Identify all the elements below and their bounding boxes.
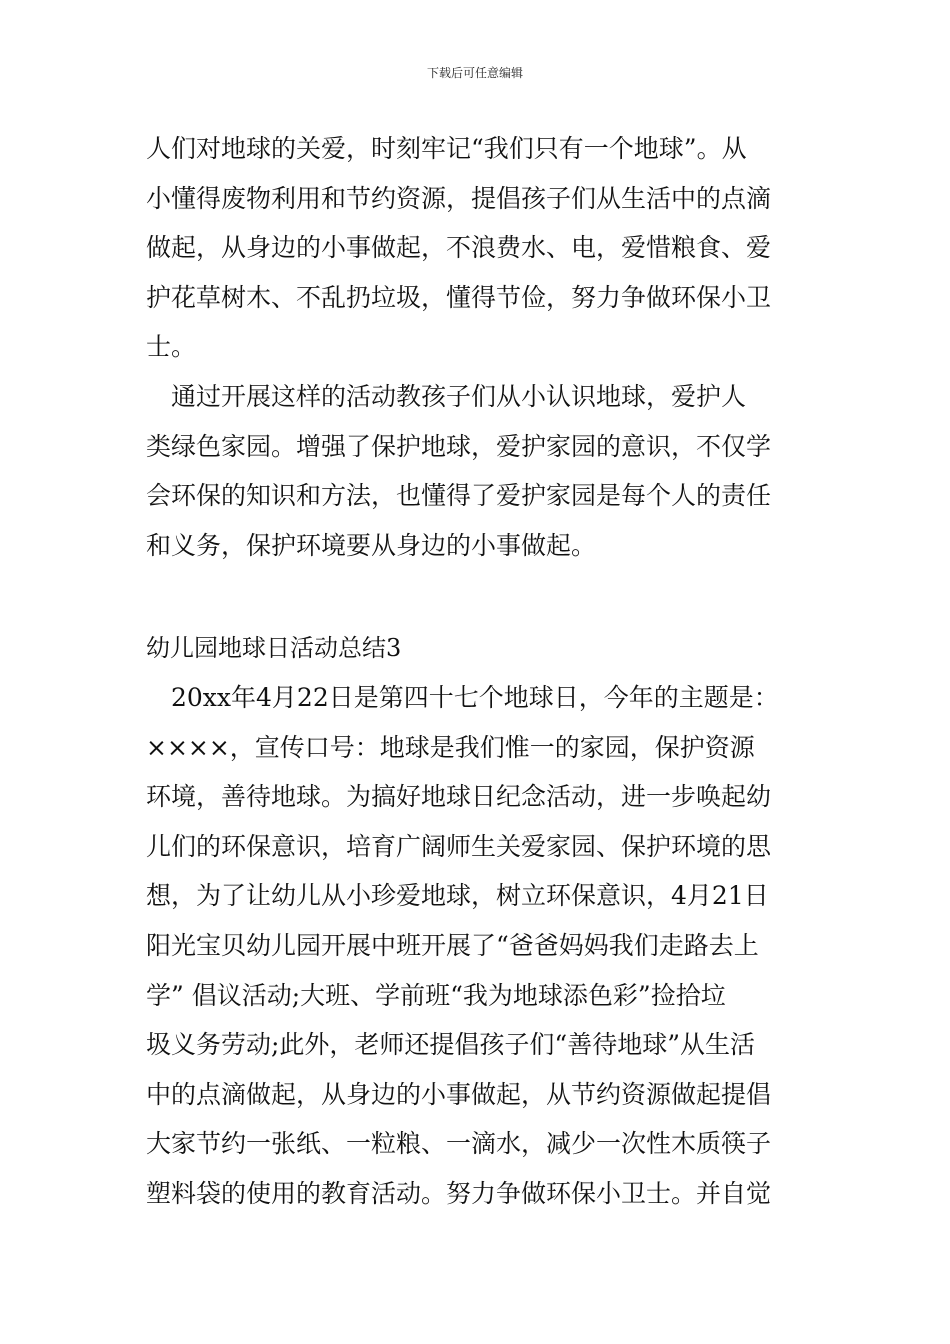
paragraph-line: 儿们的环保意识，培育广阔师生关爱家园、保护环境的思 — [146, 831, 772, 861]
paragraph-line: 护花草树木、不乱扔垃圾，懂得节俭，努力争做环保小卫 — [146, 282, 772, 312]
page-header-note: 下载后可任意编辑 — [426, 66, 523, 80]
section-paragraph — [146, 673, 826, 1219]
paragraph-line: 小懂得废物利用和节约资源，提倡孩子们从生活中的点滴 — [146, 183, 772, 213]
paragraph-line: 会环保的知识和方法，也懂得了爱护家园是每个人的责任 — [146, 481, 772, 511]
paragraph-line: 想，为了让幼儿从小珍爱地球，树立环保意识，4月21日 — [146, 881, 769, 911]
paragraph-line: 大家节约一张纸、一粒粮、一滴水，减少一次性木质筷子 — [146, 1129, 772, 1159]
paragraph-line: 通过开展这样的活动教孩子们从小认识地球，爱护人 — [146, 382, 747, 411]
paragraph-line: 20xx年4月22日是第四十七个地球日，今年的主题是： — [146, 683, 779, 712]
paragraph-1 — [146, 124, 826, 372]
paragraph-line: 人们对地球的关爱，时刻牢记“我们只有一个地球”。从 — [146, 134, 747, 163]
paragraph-line: 环境，善待地球。为搞好地球日纪念活动，进一步唤起幼 — [146, 782, 772, 812]
paragraph-line: 阳光宝贝幼儿园开展中班开展了“爸爸妈妈我们走路去上 — [146, 930, 759, 960]
paragraph-line: 士。 — [146, 332, 197, 362]
section-title: 幼儿园地球日活动总结3 — [146, 634, 402, 662]
paragraph-line: 和义务，保护环境要从身边的小事做起。 — [146, 530, 597, 560]
paragraph-2 — [146, 372, 826, 570]
paragraph-line: 学” 倡议活动;大班、学前班“我为地球添色彩”捡拾垃 — [146, 980, 726, 1010]
paragraph-line: ××××，宣传口号：地球是我们惟一的家园，保护资源 — [146, 732, 755, 762]
paragraph-line: 类绿色家园。增强了保护地球，爱护家园的意识，不仅学 — [146, 431, 772, 461]
paragraph-line: 中的点滴做起，从身边的小事做起，从节约资源做起提倡 — [146, 1079, 772, 1109]
paragraph-line: 圾义务劳动;此外，老师还提倡孩子们“善待地球”从生活 — [146, 1030, 755, 1060]
paragraph-line: 做起，从身边的小事做起，不浪费水、电，爱惜粮食、爱 — [146, 233, 772, 263]
paragraph-line: 塑料袋的使用的教育活动。努力争做环保小卫士。并自觉 — [146, 1178, 772, 1208]
